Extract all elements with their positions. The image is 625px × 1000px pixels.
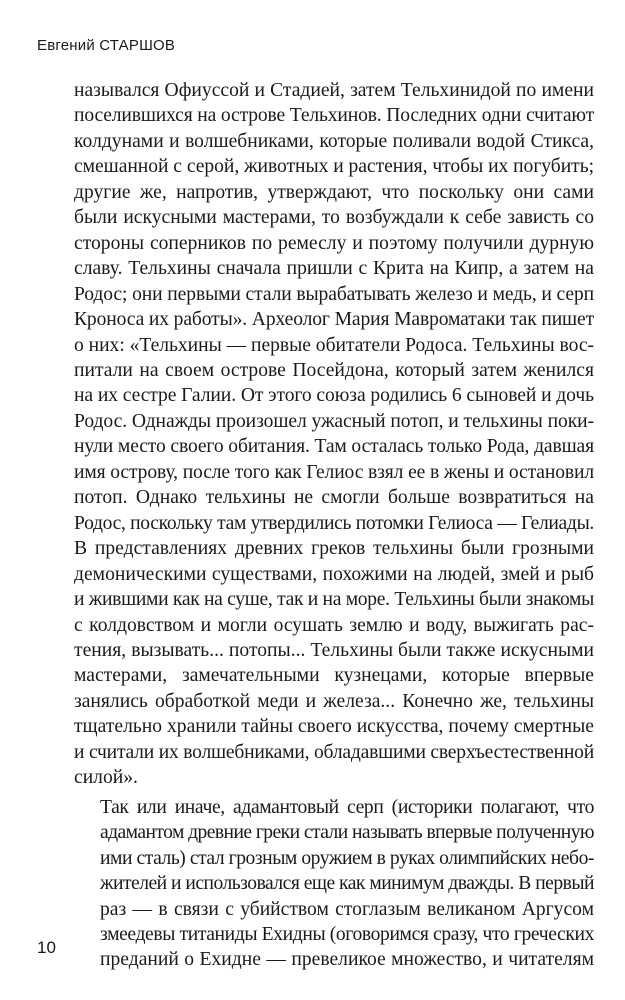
text-line: стороны соперников по ремеслу и поэтому получили дурную	[74, 232, 594, 254]
text-line: на их сестре Галии. От этого союза родились 6 сыновей и дочь	[74, 385, 594, 407]
text-line: с колдовством и могли осушать землю и воду, выжигать рас-	[74, 614, 594, 636]
text-line: колдунами и волшебниками, которые поливали водой Стикса,	[74, 130, 594, 152]
text-line: потоп. Однако тельхины не смогли больше возвратиться на	[74, 487, 594, 509]
text-line: назывался Офиуссой и Стадией, затем Тельхинидой по имени	[74, 80, 594, 101]
text-line: нули место своего обитания. Там осталась только Рода, давшая	[74, 436, 594, 458]
text-line: были искусными мастерами, то возбуждали к себе зависть со	[74, 207, 594, 229]
paragraph-1	[74, 78, 594, 791]
text-line: раз — в связи с убийством стоглазым великаном Аргусом	[100, 898, 594, 920]
text-line: преданий о Ехидне — превеликое множество, и читателям	[100, 949, 594, 971]
text-line: другие же, напротив, утверждают, что поскольку они сами	[74, 181, 594, 203]
text-line: питали на своем острове Посейдона, который затем женился	[74, 359, 594, 381]
text-line: о них: «Тельхины — первые обитатели Родоса. Тельхины вос-	[74, 334, 594, 356]
text-line: ими сталь) стал грозным оружием в руках олимпийских небо-	[100, 847, 594, 869]
text-line: и считали их волшебниками, обладавшими сверхъестественной	[74, 741, 595, 763]
text-line: жителей и использовался еще как минимум дважды. В первый	[100, 873, 594, 895]
text-line: тения, вызывать... потопы... Тельхины были также искусными	[74, 639, 594, 661]
text-line: поселившихся на острове Тельхинов. Последних одни считают	[74, 105, 594, 127]
text-line: В представлениях древних греков тельхины были грозными	[74, 538, 594, 560]
text-line: адамантом древние греки стали называть впервые полученную	[100, 822, 594, 844]
text-line: имя острову, после того как Гелиос взял ее в жены и остановил	[74, 461, 594, 483]
text-line: славу. Тельхины сначала пришли с Крита на Кипр, а затем на	[74, 258, 594, 280]
text-line: Родос, поскольку там утвердились потомки Гелиоса — Гелиады.	[74, 512, 594, 534]
text-line: силой».	[74, 767, 138, 789]
text-line: Кроноса их работы». Археолог Мария Мавроматаки так пишет	[74, 309, 594, 331]
page-number: 10	[37, 938, 56, 957]
text-line: Так или иначе, адамантовый серп (историки полагают, что	[100, 796, 594, 818]
text-line: тщательно хранили тайны своего искусства, почему смертные	[74, 716, 594, 738]
text-line: Родос. Однажды произошел ужасный потоп, и тельхины поки-	[74, 410, 594, 432]
body-text	[74, 78, 594, 973]
text-line: мастерами, замечательными кузнецами, которые впервые	[74, 665, 594, 687]
running-head: Евгений СТАРШОВ	[37, 37, 176, 54]
text-line: Родос; они первыми стали вырабатывать железо и медь, и серп	[74, 283, 594, 305]
text-line: занялись обработкой меди и железа... Конечно же, тельхины	[74, 690, 594, 712]
text-line: змеедевы титаниды Ехидны (оговоримся сразу, что греческих	[100, 923, 594, 945]
paragraph-2	[74, 795, 594, 973]
text-line: и жившими как на суше, так и на море. Тельхины были знакомы	[74, 589, 594, 611]
text-line: смешанной с серой, животных и растения, чтобы их погубить;	[74, 156, 594, 178]
text-line: демоническими существами, похожими на людей, змей и рыб	[74, 563, 594, 585]
